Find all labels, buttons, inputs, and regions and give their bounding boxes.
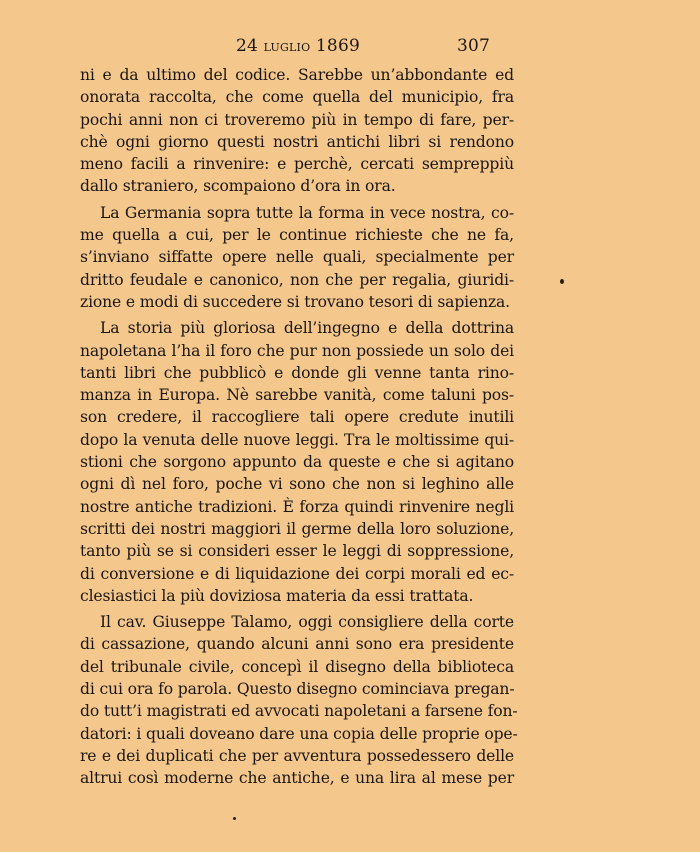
text-line: tanti libri che pubblicò e donde gli venne tanta rino- [80,363,514,382]
text-line: ogni dì nel foro, poche vi sono che non si leghino alle [80,475,514,494]
header-date-month: luglio [263,37,311,55]
paragraph-germania [80,202,514,313]
text-line: onorata raccolta, che come quella del municipio, fra [80,88,514,107]
body-text [80,64,518,790]
text-line: chè ogni giorno questi nostri antichi libri si rendono [80,132,514,151]
text-line: clesiastici la più doviziosa materia da essi trattata. [80,586,474,605]
text-line: datori: i quali doveano dare una copia delle proprie ope- [80,724,518,743]
ink-speck [560,279,564,284]
ink-speck [233,817,236,820]
text-line: zione e modi di succedere si trovano tesori di sapienza. [80,292,510,311]
text-line: scritti dei nostri maggiori il germe della loro soluzione, [80,519,514,538]
text-line: La Germania sopra tutte la forma in vece nostra, co- [100,203,514,222]
text-line: dritto feudale e canonico, non che per regalia, giuridi- [80,270,514,289]
header-date [236,36,360,56]
text-line: me quella a cui, per le continue richieste che ne fa, [80,226,514,245]
text-line: do tutt’i magistrati ed avvocati napoletani a farsene fon- [80,702,518,721]
text-line: re e dei duplicati che per avventura possedessero delle [80,746,514,765]
header-date-year: 1869 [315,36,360,56]
text-line: meno facili a rinvenire: e perchè, cercati sempreppiù [80,155,514,174]
paragraph-storia [80,317,514,607]
header-date-day: 24 [236,36,259,56]
text-line: ni e da ultimo del codice. Sarebbe un’abbondante ed [80,66,514,84]
text-line: stioni che sorgono appunto da queste e che si agitano [80,453,514,472]
text-line: dopo la venuta delle nuove leggi. Tra le moltissime qui- [80,430,514,449]
text-line: manza in Europa. Nè sarebbe vanità, come taluni pos- [80,386,514,405]
paragraph-continuation [80,64,514,198]
text-line: di cui ora fo parola. Questo disegno cominciava pregan- [80,680,515,699]
text-line: napoletana l’ha il foro che pur non possiede un solo dei [80,341,514,360]
text-line: nostre antiche tradizioni. È forza quindi rinvenire negli [80,497,514,516]
text-line: di conversione e di liquidazione dei corpi morali ed ec- [80,564,514,583]
paragraph-talamo [80,611,518,789]
page-number: 307 [456,36,490,56]
text-line: dallo straniero, scompaiono d’ora in ora. [80,177,396,196]
text-line: di cassazione, quando alcuni anni sono era presidente [80,635,514,654]
text-line: La storia più gloriosa dell’ingegno e della dottrina [100,319,514,338]
text-line: tanto più se si consideri esser le leggi di soppressione, [80,542,514,561]
running-header [236,36,490,58]
text-line: pochi anni non ci troveremo più in tempo di fare, per- [80,110,514,129]
text-line: Il cav. Giuseppe Talamo, oggi consigliere della corte [100,613,514,632]
text-line: son credere, il raccogliere tali opere credute inutili [80,408,514,427]
text-line: del tribunale civile, concepì il disegno della biblioteca [80,657,514,676]
text-line: altrui così moderne che antiche, e una lira al mese per [80,769,514,788]
text-line: s’inviano siffatte opere nelle quali, specialmente per [80,248,514,267]
